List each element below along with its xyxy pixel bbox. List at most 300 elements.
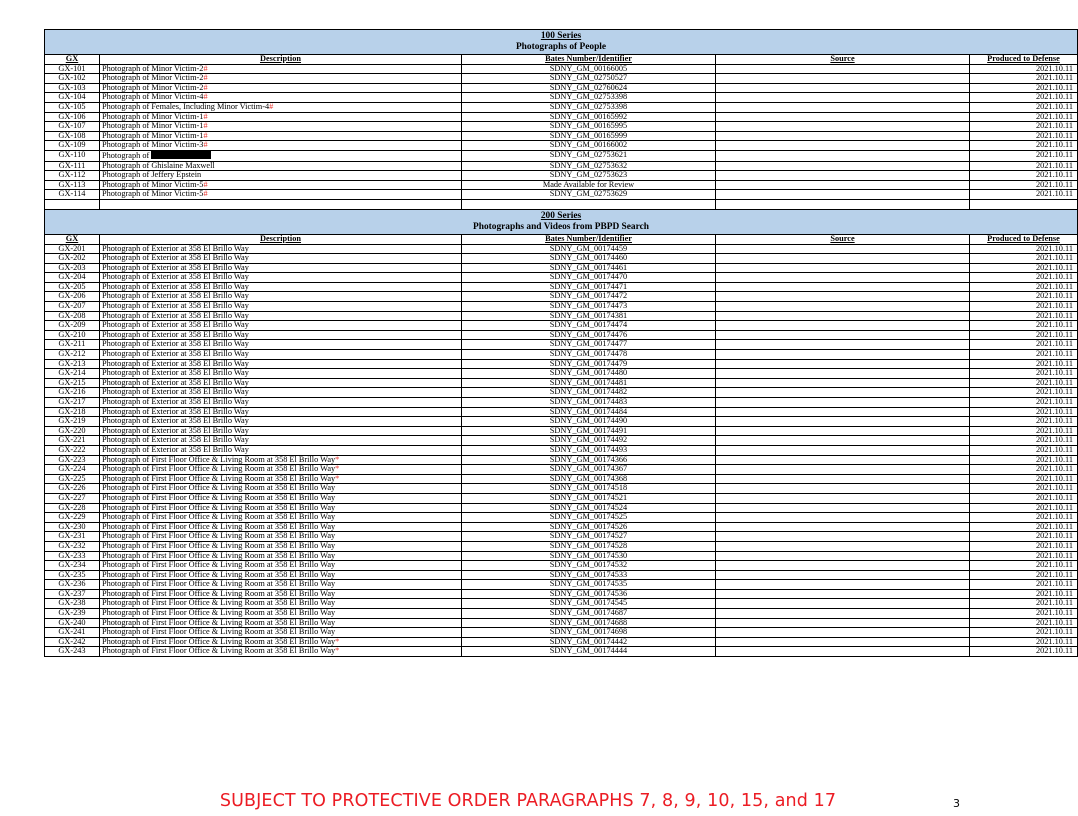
annotation-mark: *: [335, 473, 340, 483]
description-text: Photograph of First Floor Office & Living Room at 358 El Brillo Way: [102, 502, 336, 512]
bates-number: SDNY_GM_00174524: [462, 503, 716, 513]
bates-number: SDNY_GM_00174527: [462, 532, 716, 542]
description-text: Photograph of Exterior at 358 El Brillo Way: [102, 310, 249, 320]
description-text: Photograph of Exterior at 358 El Brillo Way: [102, 444, 249, 454]
bates-number: SDNY_GM_00174461: [462, 263, 716, 273]
produced-date: 2021.10.11: [970, 161, 1078, 171]
description-cell: [100, 647, 462, 657]
description-text: Photograph of First Floor Office & Living Room at 358 El Brillo Way: [102, 598, 336, 608]
exhibit-number: GX-239: [45, 609, 100, 619]
exhibit-number: GX-221: [45, 436, 100, 446]
annotation-mark: #: [269, 101, 274, 111]
produced-date: 2021.10.11: [970, 455, 1078, 465]
annotation-mark: #: [203, 189, 208, 199]
source-cell: [716, 292, 970, 302]
column-header-bates: Bates Number/Identifier: [462, 55, 716, 65]
exhibit-number: GX-240: [45, 618, 100, 628]
exhibit-number: GX-201: [45, 244, 100, 254]
description-text: Photograph of Minor Victim-2: [102, 73, 204, 83]
produced-date: 2021.10.11: [970, 131, 1078, 141]
source-cell: [716, 493, 970, 503]
exhibit-number: GX-102: [45, 74, 100, 84]
bates-number: SDNY_GM_00174442: [462, 637, 716, 647]
bates-number: SDNY_GM_00174479: [462, 359, 716, 369]
bates-number: SDNY_GM_00165992: [462, 112, 716, 122]
exhibit-number: GX-223: [45, 455, 100, 465]
exhibit-number: GX-216: [45, 388, 100, 398]
description-text: Photograph of First Floor Office & Living Room at 358 El Brillo Way: [102, 492, 336, 502]
source-cell: [716, 180, 970, 190]
bates-number: SDNY_GM_00174483: [462, 398, 716, 408]
produced-date: 2021.10.11: [970, 513, 1078, 523]
empty-cell: [970, 199, 1078, 209]
source-cell: [716, 244, 970, 254]
bates-number: SDNY_GM_00174530: [462, 551, 716, 561]
produced-date: 2021.10.11: [970, 171, 1078, 181]
produced-date: 2021.10.11: [970, 426, 1078, 436]
source-cell: [716, 407, 970, 417]
source-cell: [716, 647, 970, 657]
description-text: Photograph of Exterior at 358 El Brillo Way: [102, 377, 249, 387]
exhibit-number: GX-242: [45, 637, 100, 647]
source-cell: [716, 628, 970, 638]
produced-date: 2021.10.11: [970, 74, 1078, 84]
column-header-gx: GX: [45, 234, 100, 244]
description-text: Photograph of Minor Victim-5: [102, 189, 204, 199]
produced-date: 2021.10.11: [970, 551, 1078, 561]
exhibit-number: GX-208: [45, 311, 100, 321]
source-cell: [716, 131, 970, 141]
source-cell: [716, 513, 970, 523]
exhibit-number: GX-230: [45, 522, 100, 532]
table-row: [45, 190, 1078, 200]
source-cell: [716, 609, 970, 619]
exhibit-list-body: [45, 30, 1078, 657]
empty-cell: [100, 199, 462, 209]
produced-date: 2021.10.11: [970, 417, 1078, 427]
annotation-mark: *: [335, 646, 340, 656]
description-text: Photograph of Exterior at 358 El Brillo Way: [102, 416, 249, 426]
description-text: Photograph of Exterior at 358 El Brillo Way: [102, 320, 249, 330]
page-number: 3: [953, 797, 960, 810]
bates-number: SDNY_GM_00174381: [462, 311, 716, 321]
section-title-cell: [45, 209, 1078, 234]
bates-number: SDNY_GM_00174536: [462, 589, 716, 599]
exhibit-number: GX-226: [45, 484, 100, 494]
exhibit-number: GX-112: [45, 171, 100, 181]
column-header-produced: Produced to Defense: [970, 55, 1078, 65]
produced-date: 2021.10.11: [970, 321, 1078, 331]
source-cell: [716, 388, 970, 398]
bates-number: SDNY_GM_00174477: [462, 340, 716, 350]
source-cell: [716, 64, 970, 74]
produced-date: 2021.10.11: [970, 64, 1078, 74]
produced-date: 2021.10.11: [970, 190, 1078, 200]
description-text: Photograph of Ghislaine Maxwell: [102, 160, 215, 170]
source-cell: [716, 122, 970, 132]
source-cell: [716, 93, 970, 103]
description-text: Photograph of First Floor Office & Living Room at 358 El Brillo Way: [102, 550, 336, 560]
produced-date: 2021.10.11: [970, 350, 1078, 360]
description-text: Photograph of Exterior at 358 El Brillo Way: [102, 262, 249, 272]
produced-date: 2021.10.11: [970, 522, 1078, 532]
source-cell: [716, 426, 970, 436]
description-text: Photograph of Exterior at 358 El Brillo Way: [102, 349, 249, 359]
bates-number: SDNY_GM_00174545: [462, 599, 716, 609]
empty-cell: [462, 199, 716, 209]
produced-date: 2021.10.11: [970, 273, 1078, 283]
description-text: Photograph of Exterior at 358 El Brillo Way: [102, 368, 249, 378]
produced-date: 2021.10.11: [970, 407, 1078, 417]
bates-number: SDNY_GM_00174492: [462, 436, 716, 446]
bates-number: SDNY_GM_00165995: [462, 122, 716, 132]
bates-number: SDNY_GM_00174444: [462, 647, 716, 657]
source-cell: [716, 398, 970, 408]
source-cell: [716, 637, 970, 647]
description-text: Photograph of First Floor Office & Living Room at 358 El Brillo Way: [102, 627, 336, 637]
description-text: Photograph of: [102, 150, 150, 160]
source-cell: [716, 254, 970, 264]
source-cell: [716, 522, 970, 532]
source-cell: [716, 350, 970, 360]
description-cell: [100, 141, 462, 151]
exhibit-number: GX-113: [45, 180, 100, 190]
exhibit-number: GX-202: [45, 254, 100, 264]
exhibit-number: GX-220: [45, 426, 100, 436]
annotation-mark: #: [203, 121, 208, 131]
bates-number: SDNY_GM_00174688: [462, 618, 716, 628]
description-text: Photograph of First Floor Office & Living Room at 358 El Brillo Way: [102, 617, 336, 627]
produced-date: 2021.10.11: [970, 180, 1078, 190]
bates-number: SDNY_GM_00174471: [462, 282, 716, 292]
exhibit-number: GX-103: [45, 83, 100, 93]
description-cell: [100, 150, 462, 161]
section-header: [45, 30, 1078, 55]
exhibit-number: GX-101: [45, 64, 100, 74]
source-cell: [716, 263, 970, 273]
exhibit-number: GX-219: [45, 417, 100, 427]
source-cell: [716, 74, 970, 84]
produced-date: 2021.10.11: [970, 122, 1078, 132]
produced-date: 2021.10.11: [970, 465, 1078, 475]
bates-number: SDNY_GM_00165999: [462, 131, 716, 141]
produced-date: 2021.10.11: [970, 532, 1078, 542]
source-cell: [716, 541, 970, 551]
bates-number: SDNY_GM_00174472: [462, 292, 716, 302]
exhibit-number: GX-236: [45, 580, 100, 590]
annotation-mark: *: [335, 636, 340, 646]
annotation-mark: #: [203, 130, 208, 140]
bates-number: SDNY_GM_00174368: [462, 474, 716, 484]
bates-number: SDNY_GM_00174493: [462, 445, 716, 455]
exhibit-number: GX-104: [45, 93, 100, 103]
exhibit-number: GX-204: [45, 273, 100, 283]
exhibit-number: GX-217: [45, 398, 100, 408]
source-cell: [716, 580, 970, 590]
exhibit-number: GX-209: [45, 321, 100, 331]
bates-number: SDNY_GM_00174491: [462, 426, 716, 436]
bates-number: SDNY_GM_02760624: [462, 83, 716, 93]
source-cell: [716, 378, 970, 388]
description-text: Photograph of First Floor Office & Living Room at 358 El Brillo Way: [102, 608, 336, 618]
bates-number: SDNY_GM_00174482: [462, 388, 716, 398]
source-cell: [716, 282, 970, 292]
bates-number: SDNY_GM_00174535: [462, 580, 716, 590]
description-text: Photograph of Minor Victim-1: [102, 121, 204, 131]
source-cell: [716, 465, 970, 475]
produced-date: 2021.10.11: [970, 302, 1078, 312]
produced-date: 2021.10.11: [970, 445, 1078, 455]
exhibit-number: GX-237: [45, 589, 100, 599]
produced-date: 2021.10.11: [970, 340, 1078, 350]
bates-number: SDNY_GM_00174480: [462, 369, 716, 379]
description-text: Photograph of Exterior at 358 El Brillo Way: [102, 425, 249, 435]
bates-number: SDNY_GM_00174481: [462, 378, 716, 388]
bates-number: SDNY_GM_00174476: [462, 330, 716, 340]
produced-date: 2021.10.11: [970, 292, 1078, 302]
description-text: Photograph of Exterior at 358 El Brillo Way: [102, 272, 249, 282]
exhibit-number: GX-203: [45, 263, 100, 273]
section-header: [45, 209, 1078, 234]
description-text: Photograph of First Floor Office & Living Room at 358 El Brillo Way: [102, 464, 336, 474]
source-cell: [716, 141, 970, 151]
description-text: Photograph of Minor Victim-2: [102, 63, 204, 73]
source-cell: [716, 599, 970, 609]
description-text: Photograph of Exterior at 358 El Brillo Way: [102, 329, 249, 339]
bates-number: Made Available for Review: [462, 180, 716, 190]
exhibit-number: GX-212: [45, 350, 100, 360]
produced-date: 2021.10.11: [970, 254, 1078, 264]
section-number: 100 Series: [540, 31, 582, 41]
exhibit-number: GX-238: [45, 599, 100, 609]
bates-number: SDNY_GM_00174526: [462, 522, 716, 532]
bates-number: SDNY_GM_00166005: [462, 64, 716, 74]
annotation-mark: #: [203, 111, 208, 121]
bates-number: SDNY_GM_00174478: [462, 350, 716, 360]
bates-number: SDNY_GM_00174698: [462, 628, 716, 638]
section-title-cell: [45, 30, 1078, 55]
description-text: Photograph of First Floor Office & Living Room at 358 El Brillo Way: [102, 473, 336, 483]
exhibit-number: GX-233: [45, 551, 100, 561]
exhibit-number: GX-229: [45, 513, 100, 523]
spacer-row: [45, 199, 1078, 209]
source-cell: [716, 445, 970, 455]
description-text: Photograph of Jeffery Epstein: [102, 170, 202, 180]
bates-number: SDNY_GM_00174490: [462, 417, 716, 427]
description-text: Photograph of Exterior at 358 El Brillo Way: [102, 397, 249, 406]
description-text: Photograph of First Floor Office & Living Room at 358 El Brillo Way: [102, 646, 336, 656]
produced-date: 2021.10.11: [970, 474, 1078, 484]
produced-date: 2021.10.11: [970, 150, 1078, 161]
description-text: Photograph of Minor Victim-4: [102, 92, 204, 102]
bates-number: SDNY_GM_00174532: [462, 561, 716, 571]
column-header-description: Description: [100, 55, 462, 65]
empty-cell: [716, 199, 970, 209]
description-text: Photograph of Exterior at 358 El Brillo Way: [102, 387, 249, 397]
exhibit-number: GX-225: [45, 474, 100, 484]
exhibit-number: GX-224: [45, 465, 100, 475]
description-text: Photograph of Exterior at 358 El Brillo Way: [102, 281, 249, 291]
source-cell: [716, 417, 970, 427]
exhibit-number: GX-111: [45, 161, 100, 171]
bates-number: SDNY_GM_00174533: [462, 570, 716, 580]
exhibit-number: GX-105: [45, 102, 100, 112]
exhibit-number: GX-106: [45, 112, 100, 122]
description-text: Photograph of First Floor Office & Living Room at 358 El Brillo Way: [102, 560, 336, 570]
description-text: Photograph of Exterior at 358 El Brillo Way: [102, 291, 249, 301]
description-text: Photograph of First Floor Office & Living Room at 358 El Brillo Way: [102, 512, 336, 522]
annotation-mark: #: [203, 179, 208, 189]
source-cell: [716, 359, 970, 369]
bates-number: SDNY_GM_00174521: [462, 493, 716, 503]
exhibit-number: GX-214: [45, 369, 100, 379]
description-text: Photograph of Females, Including Minor Victim-4: [102, 101, 270, 111]
exhibit-number: GX-218: [45, 407, 100, 417]
produced-date: 2021.10.11: [970, 263, 1078, 273]
produced-date: 2021.10.11: [970, 359, 1078, 369]
column-header-produced: Produced to Defense: [970, 234, 1078, 244]
exhibit-number: GX-234: [45, 561, 100, 571]
bates-number: SDNY_GM_00174460: [462, 254, 716, 264]
bates-number: SDNY_GM_02753621: [462, 150, 716, 161]
source-cell: [716, 302, 970, 312]
source-cell: [716, 503, 970, 513]
description-text: Photograph of Exterior at 358 El Brillo Way: [102, 243, 249, 253]
exhibit-number: GX-108: [45, 131, 100, 141]
empty-cell: [45, 199, 100, 209]
produced-date: 2021.10.11: [970, 599, 1078, 609]
produced-date: 2021.10.11: [970, 484, 1078, 494]
source-cell: [716, 83, 970, 93]
description-text: Photograph of Exterior at 358 El Brillo Way: [102, 406, 249, 416]
column-header-bates: Bates Number/Identifier: [462, 234, 716, 244]
bates-number: SDNY_GM_00174484: [462, 407, 716, 417]
bates-number: SDNY_GM_00174525: [462, 513, 716, 523]
exhibit-number: GX-213: [45, 359, 100, 369]
bates-number: SDNY_GM_02753398: [462, 93, 716, 103]
exhibit-number: GX-110: [45, 150, 100, 161]
source-cell: [716, 273, 970, 283]
source-cell: [716, 311, 970, 321]
source-cell: [716, 150, 970, 161]
exhibit-number: GX-232: [45, 541, 100, 551]
annotation-mark: #: [203, 82, 208, 92]
source-cell: [716, 561, 970, 571]
exhibit-number: GX-231: [45, 532, 100, 542]
description-text: Photograph of Exterior at 358 El Brillo Way: [102, 339, 249, 349]
bates-number: SDNY_GM_00174518: [462, 484, 716, 494]
produced-date: 2021.10.11: [970, 493, 1078, 503]
exhibit-list-table: [44, 29, 1078, 657]
exhibit-number: GX-241: [45, 628, 100, 638]
produced-date: 2021.10.11: [970, 369, 1078, 379]
bates-number: SDNY_GM_00174366: [462, 455, 716, 465]
bates-number: SDNY_GM_02750527: [462, 74, 716, 84]
section-number: 200 Series: [540, 210, 582, 221]
source-cell: [716, 570, 970, 580]
source-cell: [716, 369, 970, 379]
produced-date: 2021.10.11: [970, 637, 1078, 647]
description-text: Photograph of Minor Victim-1: [102, 111, 204, 121]
source-cell: [716, 532, 970, 542]
source-cell: [716, 436, 970, 446]
bates-number: SDNY_GM_02753629: [462, 190, 716, 200]
exhibit-number: GX-227: [45, 493, 100, 503]
source-cell: [716, 190, 970, 200]
exhibit-number: GX-114: [45, 190, 100, 200]
description-text: Photograph of First Floor Office & Living Room at 358 El Brillo Way: [102, 483, 336, 493]
source-cell: [716, 474, 970, 484]
description-text: Photograph of Minor Victim-3: [102, 140, 204, 150]
produced-date: 2021.10.11: [970, 102, 1078, 112]
annotation-mark: *: [335, 464, 340, 474]
exhibit-number: GX-215: [45, 378, 100, 388]
exhibit-number: GX-228: [45, 503, 100, 513]
description-text: Photograph of First Floor Office & Living Room at 358 El Brillo Way: [102, 540, 336, 550]
source-cell: [716, 618, 970, 628]
produced-date: 2021.10.11: [970, 647, 1078, 657]
exhibit-number: GX-205: [45, 282, 100, 292]
source-cell: [716, 340, 970, 350]
description-text: Photograph of Exterior at 358 El Brillo Way: [102, 301, 249, 311]
description-text: Photograph of First Floor Office & Living Room at 358 El Brillo Way: [102, 454, 336, 464]
bates-number: SDNY_GM_00174687: [462, 609, 716, 619]
source-cell: [716, 102, 970, 112]
source-cell: [716, 455, 970, 465]
column-header-source: Source: [716, 55, 970, 65]
produced-date: 2021.10.11: [970, 561, 1078, 571]
bates-number: SDNY_GM_00174474: [462, 321, 716, 331]
source-cell: [716, 321, 970, 331]
description-text: Photograph of First Floor Office & Living Room at 358 El Brillo Way: [102, 531, 336, 541]
produced-date: 2021.10.11: [970, 244, 1078, 254]
bates-number: SDNY_GM_02753398: [462, 102, 716, 112]
bates-number: SDNY_GM_00174470: [462, 273, 716, 283]
source-cell: [716, 589, 970, 599]
annotation-mark: *: [335, 454, 340, 464]
produced-date: 2021.10.11: [970, 436, 1078, 446]
bates-number: SDNY_GM_00174459: [462, 244, 716, 254]
bates-number: SDNY_GM_00174528: [462, 541, 716, 551]
redaction-box: [151, 151, 211, 159]
exhibit-number: GX-207: [45, 302, 100, 312]
description-text: Photograph of First Floor Office & Living Room at 358 El Brillo Way: [102, 569, 336, 579]
table-row: [45, 647, 1078, 657]
produced-date: 2021.10.11: [970, 628, 1078, 638]
annotation-mark: #: [203, 63, 208, 73]
column-header-source: Source: [716, 234, 970, 244]
bates-number: SDNY_GM_00166002: [462, 141, 716, 151]
source-cell: [716, 551, 970, 561]
produced-date: 2021.10.11: [970, 609, 1078, 619]
description-text: Photograph of Exterior at 358 El Brillo Way: [102, 253, 249, 263]
exhibit-number: GX-107: [45, 122, 100, 132]
produced-date: 2021.10.11: [970, 330, 1078, 340]
produced-date: 2021.10.11: [970, 580, 1078, 590]
description-text: Photograph of Exterior at 358 El Brillo Way: [102, 358, 249, 368]
source-cell: [716, 330, 970, 340]
source-cell: [716, 161, 970, 171]
table-row: [45, 150, 1078, 161]
produced-date: 2021.10.11: [970, 618, 1078, 628]
exhibit-number: GX-222: [45, 445, 100, 455]
column-header-gx: GX: [45, 55, 100, 65]
protective-order-footer: SUBJECT TO PROTECTIVE ORDER PARAGRAPHS 7, 8, 9, 10, 15, and 17: [219, 791, 837, 811]
produced-date: 2021.10.11: [970, 541, 1078, 551]
description-text: Photograph of First Floor Office & Living Room at 358 El Brillo Way: [102, 521, 336, 531]
produced-date: 2021.10.11: [970, 503, 1078, 513]
source-cell: [716, 112, 970, 122]
